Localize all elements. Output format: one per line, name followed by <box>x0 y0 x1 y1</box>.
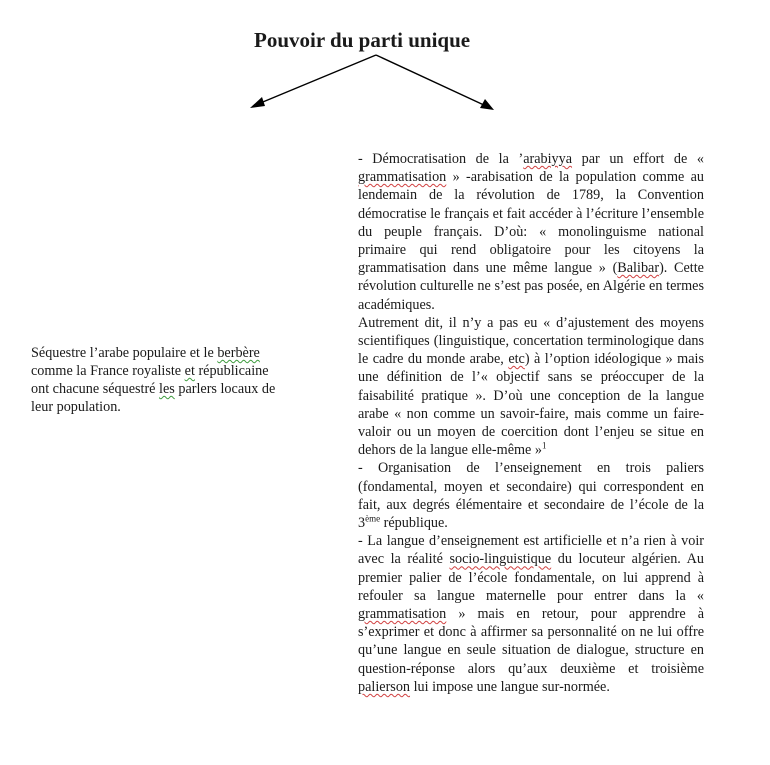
text-run: parlers locaux de leur population. <box>31 381 276 415</box>
spellcheck-word: Balibar <box>617 260 660 277</box>
spellcheck-word: etc <box>508 351 525 368</box>
text-run: » mais en retour, pour apprendre à s’exprimer et donc à affirmer sa personnalité on ne lui offre qu’une langue en seule situation de dialogue, structure en question-réponse alors qu’aux deuxième et troisième <box>358 606 704 677</box>
text-run: ) à l’option idéologique » mais une définition de l’« objectif sans se préoccuper de la faisabilité pratique ». D’où une conception de la langue arabe « non comme un savoir-faire, mais comme un faire-valoir ou un moyen de coercition dont l’enjeu se situe en dehors de la langue elle-même » <box>358 351 704 459</box>
spellcheck-word: et <box>184 363 195 379</box>
text-run: ). Cette révolution culturelle ne s’est pas posée, en Algérie en termes académiques. <box>358 260 704 313</box>
spellcheck-word: grammatisation <box>358 606 447 623</box>
spellcheck-word: berbère <box>217 345 260 361</box>
paragraph-langue-enseignement <box>358 532 704 696</box>
spellcheck-word: palierson <box>358 678 411 695</box>
text-run: république. <box>380 515 448 532</box>
spellcheck-word: grammatisation <box>358 169 447 186</box>
paragraph-autrement-dit <box>358 314 704 460</box>
paragraph-democratisation <box>358 150 704 314</box>
text-run: Séquestre l’arabe populaire et le <box>31 345 218 361</box>
right-branch-text <box>358 150 704 696</box>
text-run: - Démocratisation de la ’ <box>358 151 524 167</box>
spellcheck-word: les <box>159 381 175 397</box>
document-title: Pouvoir du parti unique <box>254 28 471 52</box>
text-run: - La langue d’enseignement est artificielle et n’a rien à voir avec la réalité <box>358 533 704 568</box>
left-branch-text <box>31 344 281 416</box>
text-run: - Organisation de l’enseignement en trois paliers (fondamental, moyen et secondaire) qui correspondent en fait, aux degrés élémentaire et secondaire de l’école de la 3 <box>358 460 704 532</box>
spellcheck-word: arabiyya <box>523 151 573 167</box>
text-run: lui impose une langue sur-normée. <box>410 678 610 695</box>
superscript: ème <box>365 513 381 524</box>
text-run: Autrement dit, il n’y a pas eu « d’ajustement des moyens scientifiques (linguistique, concertation terminologique dans le cadre du monde arabe, <box>358 314 704 368</box>
branch-arrows-icon <box>0 0 770 130</box>
text-run: du locuteur algérien. Au premier palier de l’école fondamentale, on lui apprend à refouler sa langue maternelle pour entrer dans la « <box>358 551 704 604</box>
text-run: par un effort de « <box>572 151 704 167</box>
paragraph-organisation <box>358 459 704 532</box>
text-run: » -arabisation de la population comme au lendemain de la révolution de 1789, la Convention démocratise le français et fait accéder à l’écriture l’ensemble du peuple français. D’où: « monolinguisme national primaire qui rend obligatoire pour les citoyens la grammatisation dans une même langue » ( <box>358 169 704 277</box>
spellcheck-word: socio-linguistique <box>449 551 552 568</box>
text-run: comme la France royaliste <box>31 363 185 379</box>
footnote-ref[interactable]: 1 <box>541 440 547 451</box>
text-run: républicaine ont chacune séquestré <box>31 363 269 397</box>
